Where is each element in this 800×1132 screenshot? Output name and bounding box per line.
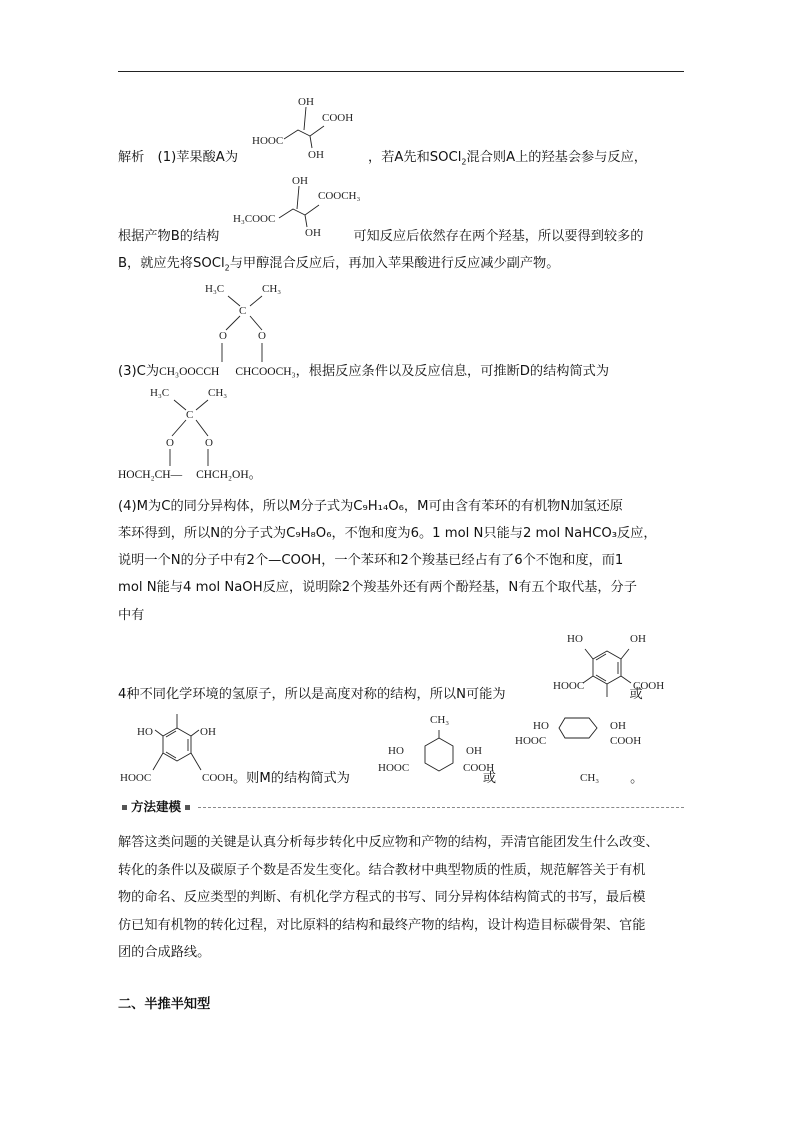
- paragraph-5-line-3: 说明一个N的分子中有2个—COOH，一个苯环和2个羧基已经占有了6个不饱和度，而1: [118, 553, 624, 568]
- oh-label: OH: [305, 227, 321, 239]
- ho-label: HO: [533, 720, 549, 732]
- para2-suffix: 可知反应后依然存在两个羟基，所以要得到较多的: [353, 229, 644, 244]
- ch3-label: CH₃: [262, 283, 282, 295]
- period: 。: [248, 467, 262, 482]
- para1-suffix: ，若A先和SOCl: [368, 150, 462, 165]
- paragraph-3: [118, 255, 559, 278]
- paragraph-5-line-7: [118, 770, 643, 788]
- method-line-2: 转化的条件以及碳原子个数是否发生变化。结合教材中典型物质的性质，规范解答关于有机: [118, 863, 646, 878]
- paragraph-2: [118, 228, 643, 246]
- method-line-5: 团的合成路线。: [118, 945, 211, 960]
- m-structure-2-ring: [545, 714, 615, 774]
- divider: [198, 807, 684, 808]
- header-rule: [118, 71, 684, 72]
- ch3-label: CH₃: [580, 772, 600, 784]
- paragraph-4: [118, 363, 609, 381]
- compound-d-bonds: [156, 396, 226, 470]
- compound-d-formula: [118, 466, 262, 484]
- malic-acid-bonds: [280, 104, 330, 150]
- hooc-label: HOOC: [515, 735, 547, 747]
- ho-label: HO: [567, 633, 583, 645]
- c-label: C: [186, 409, 194, 421]
- h3cooc-label: H₃COOC: [233, 213, 276, 225]
- oh-label: OH: [298, 96, 314, 108]
- subscript: 2: [461, 157, 467, 167]
- compound-c-right: CHCOOCH₃: [235, 366, 296, 378]
- method-label: [118, 800, 194, 814]
- cooh-label: COOH: [322, 112, 354, 124]
- method-line-4: 仿已知有机物的转化过程，对比原料的结构和最终产物的结构，设计构造目标碳骨架、官能: [118, 918, 646, 933]
- cooch3-label: COOCH₃: [318, 190, 361, 202]
- h3c-label: H₃C: [205, 283, 225, 295]
- hooc-label: HOOC: [553, 680, 585, 692]
- compound-d-left: HOCH₂CH—: [118, 469, 183, 481]
- or-text: 或: [482, 771, 497, 786]
- o-label: O: [166, 437, 174, 449]
- paragraph-5-line-4: mol N能与4 mol NaOH反应，说明除2个羧基外还有两个酚羟基，N有五个取代基，分子: [118, 580, 637, 595]
- section-2-title: 二、半推半知型: [118, 997, 211, 1012]
- ch3-label: CH₃: [208, 387, 228, 399]
- o-label: O: [219, 330, 227, 342]
- para4-prefix: (3)C为: [118, 364, 160, 379]
- method-line-1: 解答这类问题的关键是认真分析每步转化中反应物和产物的结构，弄清官能团发生什么改变、: [118, 835, 659, 850]
- ch3-label: CH₃: [430, 714, 450, 726]
- compound-c-left: CH₃OOCCH: [159, 366, 220, 378]
- paragraph-5-line-5: 中有: [118, 608, 145, 623]
- method-line-3: 物的命名、反应类型的判断、有机化学方程式的书写、同分异构体结构简式的书写，最后模: [118, 890, 646, 905]
- or-text: 或: [629, 687, 643, 702]
- h3c-label: H₃C: [150, 387, 170, 399]
- o-label: O: [258, 330, 266, 342]
- para3-text: B，就应先将SOCl: [118, 256, 225, 271]
- subscript: 2: [224, 263, 230, 273]
- para1-rest: 混合则A上的羟基会参与反应，: [466, 150, 647, 165]
- para1-prefix: 解析 (1)苹果酸A为: [118, 150, 239, 165]
- oh-label: OH: [630, 633, 646, 645]
- oh-label: OH: [610, 720, 626, 732]
- oh-label: OH: [466, 745, 482, 757]
- para5-text: 4种不同化学环境的氢原子，所以是高度对称的结构，所以N可能为: [118, 687, 506, 702]
- cooh-label: COOH: [610, 735, 642, 747]
- cooh-label: COOH: [633, 680, 665, 692]
- oh-label: OH: [200, 726, 216, 738]
- paragraph-5-line-1: (4)M为C的同分异构体，所以M分子式为C₉H₁₄O₆，M可由含有苯环的有机物N加氢还原: [118, 499, 623, 514]
- square-bullet-icon: [122, 805, 127, 810]
- ho-label: HO: [388, 745, 404, 757]
- para3-text: 与甲醇混合反应后，再加入苹果酸进行反应减少副产物。: [229, 256, 560, 271]
- hooc-label: HOOC: [252, 135, 284, 147]
- oh-label: OH: [292, 175, 308, 187]
- period: 。: [630, 771, 644, 786]
- ho-label: HO: [137, 726, 153, 738]
- n-structure-2-ring: [145, 712, 215, 778]
- para5-text: 。则M的结构简式为: [233, 771, 350, 786]
- product-b-bonds: [275, 183, 325, 229]
- hooc-label: HOOC: [378, 762, 410, 774]
- paragraph-5-line-6: [118, 686, 643, 704]
- c-label: C: [239, 305, 247, 317]
- method-label-text: 方法建模: [131, 799, 182, 814]
- method-section-header: [118, 800, 684, 814]
- paragraph-5-line-2: 苯环得到，所以N的分子式为C₉H₈O₆，不饱和度为6。1 mol N只能与2 mol NaHCO₃反应，: [118, 526, 657, 541]
- para2-prefix: 根据产物B的结构: [118, 229, 220, 244]
- para4-suffix: ，根据反应条件以及反应信息，可推断D的结构简式为: [295, 364, 610, 379]
- cooh-label: COOH: [463, 762, 495, 774]
- oh-label: OH: [308, 149, 324, 161]
- paragraph-1: [118, 149, 647, 172]
- compound-d-right: CHCH₂OH: [196, 469, 249, 481]
- compound-c-bonds: [210, 292, 280, 366]
- o-label: O: [205, 437, 213, 449]
- square-bullet-icon: [185, 805, 190, 810]
- cooh-label: COOH: [202, 772, 234, 784]
- hooc-label: HOOC: [120, 772, 152, 784]
